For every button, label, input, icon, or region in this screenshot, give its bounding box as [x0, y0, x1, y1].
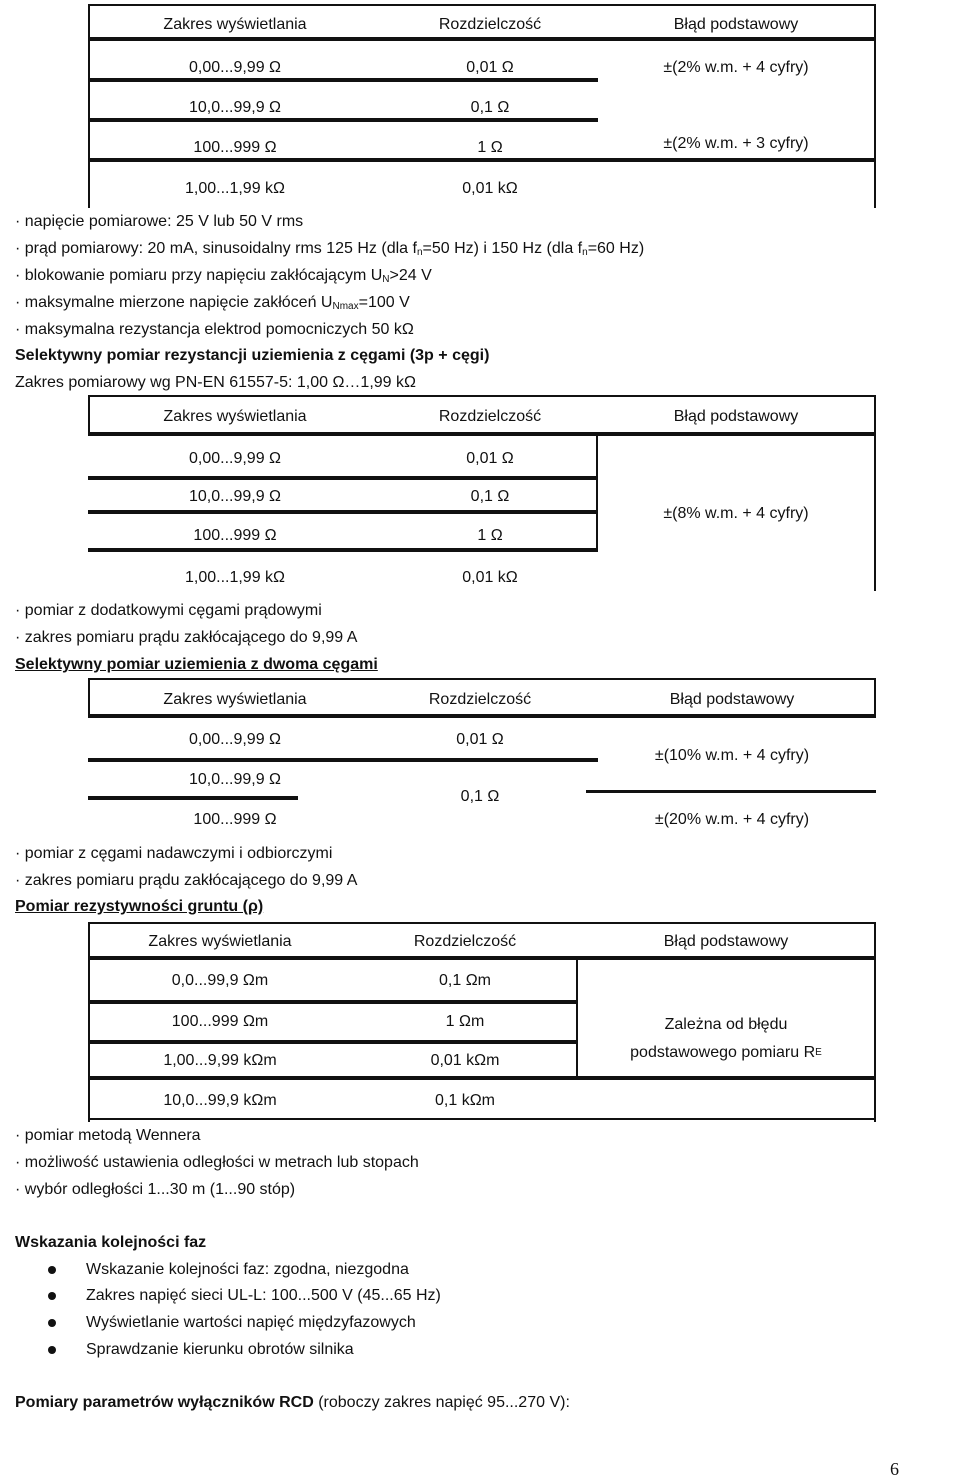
table-cell: ±(10% w.m. + 4 cyfry): [654, 747, 810, 764]
spec-item: · wybór odległości 1...30 m (1...90 stóp): [15, 1181, 296, 1198]
range-line: Zakres pomiarowy wg PN-EN 61557-5: 1,00 Ω…1,99 kΩ: [15, 374, 416, 391]
table-cell: 0,1 Ωm: [439, 972, 491, 989]
table-cell: 0,1 Ω: [470, 488, 510, 505]
table-cell: 10,0...99,9 Ω: [188, 99, 282, 116]
bullet-icon: [48, 1266, 56, 1274]
table-cell: 1 Ω: [477, 139, 503, 156]
table-cell: 100...999 Ωm: [171, 1013, 269, 1030]
table-cell: 0,1 Ω: [470, 99, 510, 116]
spec-item: · pomiar metodą Wennera: [15, 1127, 201, 1144]
spec-item: · zakres pomiaru prądu zakłócającego do 9,99 A: [15, 629, 358, 646]
table-cell: 0,01 kΩ: [462, 569, 518, 586]
table-header: Zakres wyświetlania: [163, 16, 307, 33]
table-cell: 10,0...99,9 kΩm: [163, 1092, 277, 1109]
table-cell: 0,01 kΩm: [430, 1052, 500, 1069]
table-cell: ±(8% w.m. + 4 cyfry): [663, 505, 809, 522]
table-cell: 1 Ω: [477, 527, 503, 544]
spec-item: · zakres pomiaru prądu zakłócającego do 9,99 A: [15, 872, 358, 889]
table-header: Błąd podstawowy: [663, 933, 789, 950]
table-header: Rozdzielczość: [438, 16, 542, 33]
table-cell: 1,00...1,99 kΩ: [184, 569, 286, 586]
spec-item: · możliwość ustawienia odległości w metrach lub stopach: [15, 1154, 419, 1171]
table-cell: ±(2% w.m. + 3 cyfry): [663, 135, 809, 152]
table-cell: 0,01 Ω: [466, 450, 514, 467]
table-header: Rozdzielczość: [413, 933, 517, 950]
table-cell: 0,00...9,99 Ω: [188, 450, 282, 467]
table-header: Rozdzielczość: [428, 691, 532, 708]
section-title: Pomiary parametrów wyłączników RCD (roboczy zakres napięć 95...270 V):: [15, 1394, 570, 1411]
table-header: Zakres wyświetlania: [163, 691, 307, 708]
table-cell: 0,01 kΩ: [462, 180, 518, 197]
table-cell: 100...999 Ω: [193, 139, 277, 156]
spec-item: · napięcie pomiarowe: 25 V lub 50 V rms: [15, 213, 304, 230]
spec-item: · prąd pomiarowy: 20 mA, sinusoidalny rms 125 Hz (dla $f_n=50$ Hz) i 150 Hz (dla $f_n=60$ Hz): [15, 240, 645, 258]
section-title: Selektywny pomiar rezystancji uziemienia z cęgami (3p + cęgi): [15, 347, 490, 364]
section-title: Pomiar rezystywności gruntu (ρ): [15, 898, 264, 915]
table-cell: 10,0...99,9 Ω: [188, 771, 282, 788]
table-cell: ±(2% w.m. + 4 cyfry): [663, 59, 809, 76]
table-header: Zakres wyświetlania: [163, 408, 307, 425]
table-cell: podstawowego pomiaru R E: [630, 1044, 822, 1061]
table-cell: 0,00...9,99 Ω: [188, 59, 282, 76]
table-cell: 10,0...99,9 Ω: [188, 488, 282, 505]
table-cell: 100...999 Ω: [193, 811, 277, 828]
table-header: Błąd podstawowy: [673, 408, 799, 425]
table-header: Rozdzielczość: [438, 408, 542, 425]
table-cell: 0,01 Ω: [456, 731, 504, 748]
table-cell: 0,1 kΩm: [435, 1092, 495, 1109]
spec-item: · maksymalne mierzone napięcie zakłóceń $U_{Nmax}=100$ V: [15, 294, 410, 312]
spec-item: · maksymalna rezystancja elektrod pomocniczych 50 kΩ: [15, 321, 414, 338]
spec-item: · pomiar z dodatkowymi cęgami prądowymi: [15, 602, 322, 619]
spec-item: · blokowanie pomiaru przy napięciu zakłócającym $U_N>24$ V: [15, 267, 432, 285]
table-cell: 1,00...1,99 kΩ: [184, 180, 286, 197]
table-cell: 0,0...99,9 Ωm: [171, 972, 269, 989]
bullet-icon: [48, 1346, 56, 1354]
section-title: Wskazania kolejności faz: [15, 1234, 207, 1251]
page-number: 6: [890, 1459, 899, 1479]
table-cell: 1,00...9,99 kΩm: [163, 1052, 277, 1069]
spec-item: · pomiar z cęgami nadawczymi i odbiorczymi: [15, 845, 333, 862]
table-cell: ±(20% w.m. + 4 cyfry): [654, 811, 810, 828]
table-cell: 0,01 Ω: [466, 59, 514, 76]
table-cell: 0,00...9,99 Ω: [188, 731, 282, 748]
table-header: Zakres wyświetlania: [148, 933, 292, 950]
table-cell: 1 Ωm: [445, 1013, 485, 1030]
table-header: Błąd podstawowy: [669, 691, 795, 708]
bullet-icon: [48, 1292, 56, 1300]
table-cell: 0,1 Ω: [460, 788, 500, 805]
bullet-icon: [48, 1319, 56, 1327]
table-header: Błąd podstawowy: [673, 16, 799, 33]
section-title: Selektywny pomiar uziemienia z dwoma cęgami: [15, 656, 378, 673]
table-cell: Zależna od błędu: [664, 1016, 788, 1033]
table-cell: 100...999 Ω: [193, 527, 277, 544]
